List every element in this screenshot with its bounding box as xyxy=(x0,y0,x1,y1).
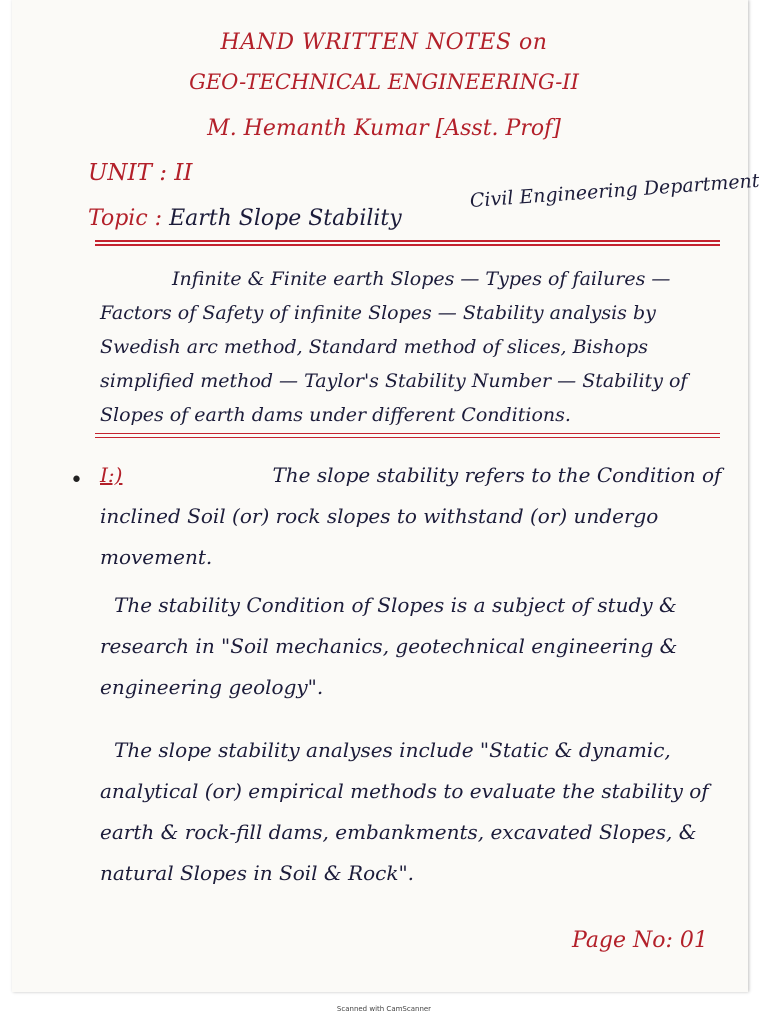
topic-line xyxy=(88,206,402,231)
header-line-1: HAND WRITTEN NOTES on xyxy=(220,30,548,55)
topic-label: Topic : xyxy=(88,206,163,231)
header-line-3: M. Hemanth Kumar [Asst. Prof] xyxy=(207,116,561,141)
paragraph-1-text: The slope stability refers to the Condition of inclined Soil (or) rock slopes to withstand (or) undergo movement. xyxy=(100,463,722,569)
divider-bottom-2 xyxy=(95,437,720,438)
margin-dots: • xyxy=(70,468,83,493)
syllabus-text: Infinite & Finite earth Slopes — Types of failures — Factors of Safety of infinite Slopes — Stability analysis by Swedish arc method, Standard method of slices, Bishops simplified method — Taylor's Stability Number — Stability of Slopes of earth dams under different Conditions. xyxy=(100,268,688,426)
page-number: Page No: 01 xyxy=(572,928,708,953)
divider-bottom xyxy=(95,433,720,434)
scan-watermark: Scanned with CamScanner xyxy=(336,1005,432,1013)
department-label: Civil Engineering Department xyxy=(469,169,761,212)
paragraph-1 xyxy=(100,455,730,578)
divider-top xyxy=(95,240,720,242)
topic-value: Earth Slope Stability xyxy=(169,206,402,231)
divider-top-2 xyxy=(95,244,720,246)
paragraph-2: The stability Condition of Slopes is a subject of study & research in "Soil mechanics, geotechnical engineering & engineering geology". xyxy=(100,593,678,699)
header-line-2: GEO-TECHNICAL ENGINEERING-II xyxy=(189,70,579,94)
paragraph-number: I:) xyxy=(100,463,123,487)
paragraph-3: The slope stability analyses include "Static & dynamic, analytical (or) empirical methods to evaluate the stability of earth & rock-fill dams, embankments, excavated Slopes, & natural Slopes in Soil & Rock". xyxy=(100,738,709,885)
unit-label: UNIT : II xyxy=(88,160,193,186)
